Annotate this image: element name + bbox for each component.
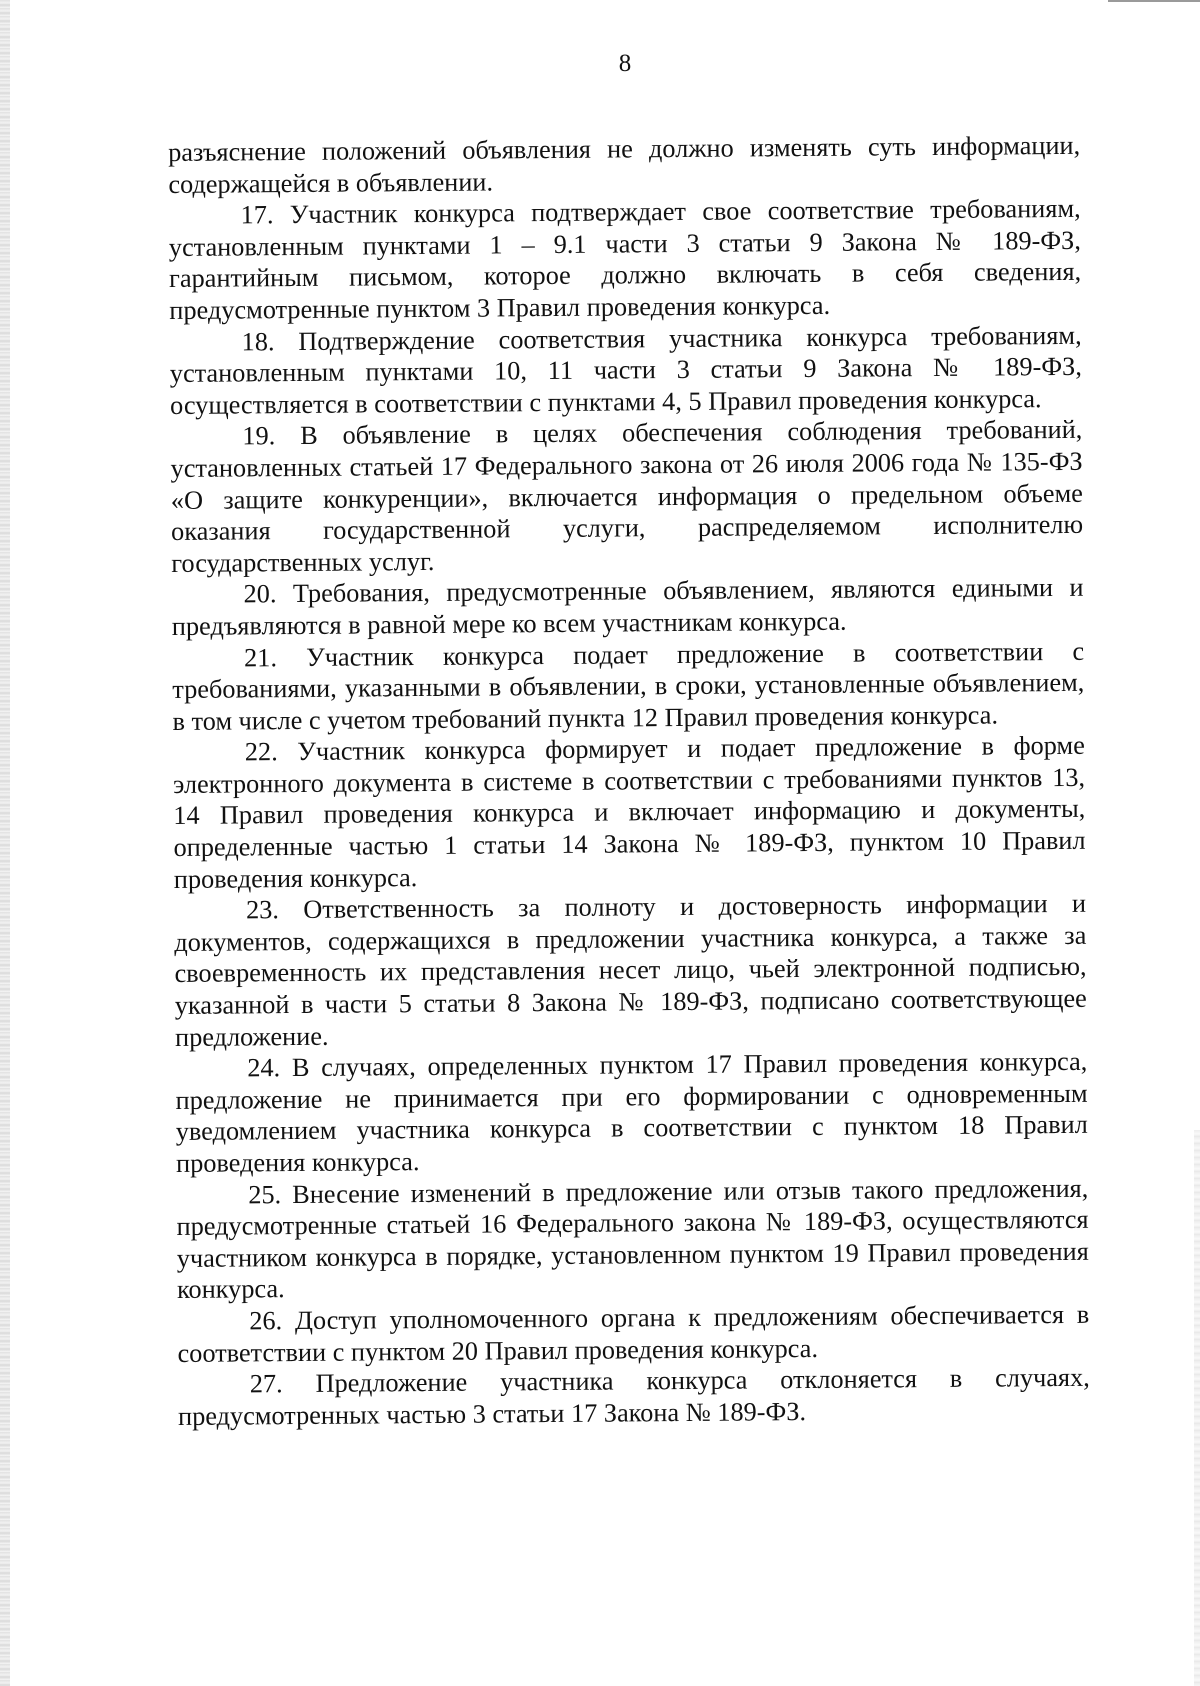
- paragraph-20: 20. Требования, предусмотренные объявлением, являются едиными и предъявляются в равной мере ко всем участникам конкурса.: [171, 573, 1084, 641]
- paragraph-continuation: разъяснение положений объявления не должно изменять суть информации, содержащейся в объявлении.: [168, 130, 1081, 199]
- document-body: [168, 130, 1090, 1432]
- paragraph-23: 23. Ответственность за полноту и достоверность информации и документов, содержащихся в предложении участника конкурса, а также за своевременность их представления несет лицо, чьей электронной подписью, указанной в части 5 статьи 8 Закона № 189-ФЗ, подписано соответствующее предложение.: [174, 889, 1087, 1052]
- paragraph-24: 24. В случаях, определенных пунктом 17 Правил проведения конкурса, предложение не принимается при его формировании с одновременным уведомлением участника конкурса в соответствии с пунктом 18 Правил проведения конкурса.: [175, 1047, 1088, 1178]
- paragraph-21: 21. Участник конкурса подает предложение в соответствии с требованиями, указанными в объявлении, в сроки, установленные объявлением, в том числе с учетом требований пункта 12 Правил проведения конкурса.: [172, 636, 1085, 736]
- page-number: 8: [618, 50, 632, 77]
- paragraph-19: 19. В объявление в целях обеспечения соблюдения требований, установленных статьей 17 Федерального закона от 26 июля 2006 года № 135-ФЗ «О защите конкуренции», включается информация о предельном объеме оказания государственной услуги, распределяемом исполнителю государственных услуг.: [170, 415, 1084, 578]
- scan-top-rule: [1108, 0, 1200, 2]
- paragraph-22: 22. Участник конкурса формирует и подает предложение в форме электронного документа в системе в соответствии с требованиями пунктов 13, 14 Правил проведения конкурса и включает информацию и документы, определенные частью 1 статьи 14 Закона № 189-ФЗ, пунктом 10 Правил проведения конкурса.: [172, 731, 1086, 894]
- paragraph-17: 17. Участник конкурса подтверждает свое соответствие требованиям, установленным пунктами 1 – 9.1 части 3 статьи 9 Закона № 189-ФЗ, гарантийным письмом, которое должно включать в себя сведения, предусмотренные пунктом 3 Правил проведения конкурса.: [168, 194, 1082, 325]
- paragraph-27: 27. Предложение участника конкурса отклоняется в случаях, предусмотренных частью 3 статьи 17 Закона № 189-ФЗ.: [177, 1362, 1090, 1431]
- paragraph-26: 26. Доступ уполномоченного органа к предложениям обеспечивается в соответствии с пунктом 20 Правил проведения конкурса.: [177, 1299, 1090, 1368]
- scan-right-edge: [1194, 1130, 1200, 1686]
- paragraph-18: 18. Подтверждение соответствия участника конкурса требованиям, установленным пунктами 10, 11 части 3 статьи 9 Закона № 189-ФЗ, осуществляется в соответствии с пунктами 4, 5 Правил проведения конкурса.: [169, 320, 1082, 420]
- paragraph-25: 25. Внесение изменений в предложение или отзыв такого предложения, предусмотренные статьей 16 Федерального закона № 189-ФЗ, осуществляются участником конкурса в порядке, установленном пунктом 19 Правил проведения конкурса.: [176, 1173, 1089, 1305]
- scan-left-edge: [0, 0, 10, 1686]
